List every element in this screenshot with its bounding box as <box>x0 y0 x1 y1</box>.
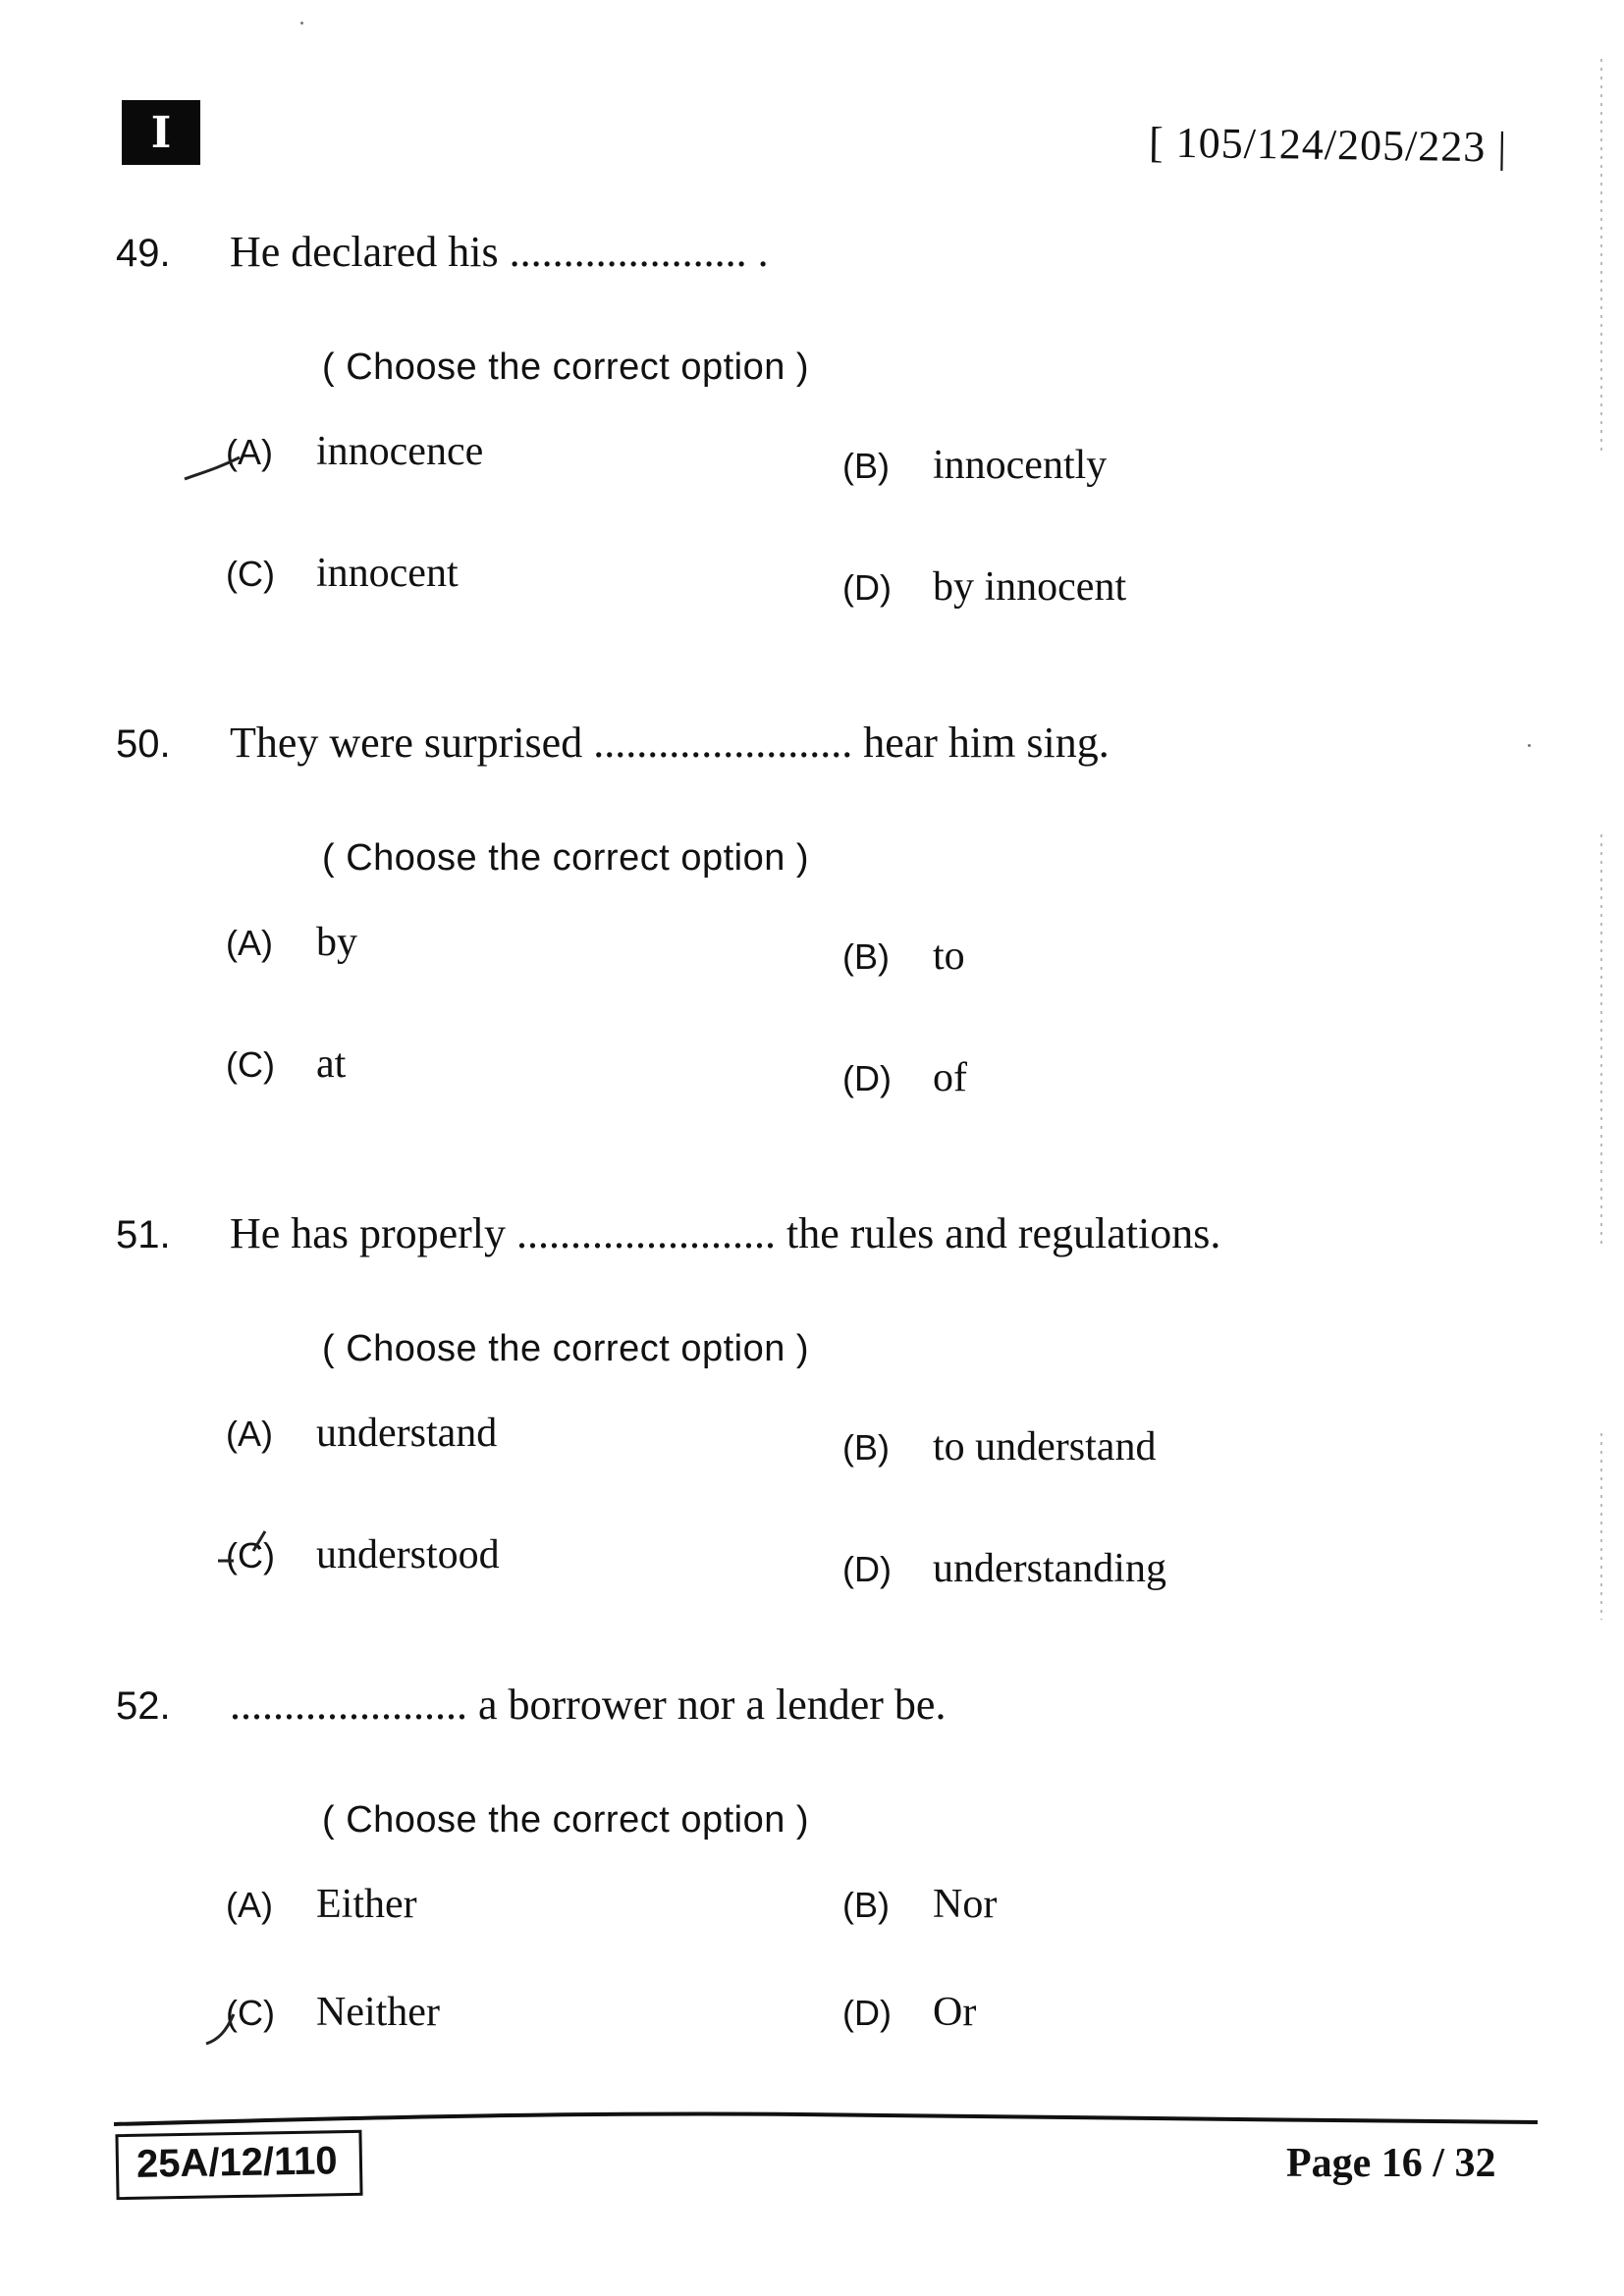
option-text: understanding <box>933 1546 1166 1591</box>
option-label: (B) <box>842 1427 890 1468</box>
option-label: (A) <box>226 923 273 963</box>
option-text: at <box>316 1041 347 1087</box>
option-text: by innocent <box>933 564 1127 610</box>
option-text: to understand <box>933 1424 1157 1469</box>
question-text: He has properly ........................ the rules and regulations. <box>230 1209 1221 1257</box>
option-text: Nor <box>933 1882 998 1927</box>
question-number: 49. <box>116 232 171 275</box>
option-text: to <box>933 934 965 979</box>
question-instruction: ( Choose the correct option ) <box>322 347 810 388</box>
paper-codes: [ 105/124/205/223 | <box>1148 118 1508 172</box>
option-c[interactable] <box>226 1989 842 2036</box>
option-text: innocently <box>933 443 1108 488</box>
option-d[interactable] <box>842 1531 1432 1592</box>
option-a[interactable] <box>226 1881 842 1928</box>
booklet-code-box <box>115 2130 362 2200</box>
option-d[interactable] <box>842 550 1432 611</box>
option-d[interactable] <box>842 1989 1432 2036</box>
option-c[interactable] <box>226 550 842 611</box>
option-label: (C) <box>226 1993 275 2033</box>
question-stem <box>116 228 1392 278</box>
option-label: (A) <box>226 1885 273 1925</box>
question-text: They were surprised ........................ hear him sing. <box>230 719 1110 767</box>
option-text: Or <box>933 1990 977 2035</box>
question-52 <box>116 1681 1392 2036</box>
question-number: 52. <box>116 1684 171 1728</box>
option-text: Neither <box>316 1990 440 2035</box>
option-a[interactable] <box>226 1410 842 1470</box>
option-c[interactable] <box>226 1041 842 1101</box>
question-number: 51. <box>116 1213 171 1256</box>
question-text: He declared his ...................... . <box>230 228 769 276</box>
options-grid <box>226 919 1392 1101</box>
question-stem <box>116 719 1392 769</box>
page-number: Page 16 / 32 <box>1286 2141 1496 2186</box>
option-text: of <box>933 1055 967 1100</box>
question-51 <box>116 1209 1392 1592</box>
scan-edge-noise <box>1600 1433 1602 1620</box>
option-label: (A) <box>226 432 273 472</box>
option-label: (B) <box>842 446 890 486</box>
scan-speck <box>1528 744 1531 747</box>
scan-edge-noise <box>1600 834 1602 1247</box>
question-50 <box>116 719 1392 1101</box>
option-label: (D) <box>842 1993 892 2033</box>
option-text: innocence <box>316 429 484 474</box>
option-b[interactable] <box>842 428 1432 489</box>
option-label: (A) <box>226 1414 273 1454</box>
question-number: 50. <box>116 722 171 766</box>
options-grid <box>226 1410 1392 1592</box>
option-label: (C) <box>226 554 275 594</box>
question-text: ...................... a borrower nor a lender be. <box>230 1681 947 1729</box>
question-stem <box>116 1681 1392 1731</box>
option-c[interactable] <box>226 1531 842 1592</box>
option-d[interactable] <box>842 1041 1432 1101</box>
scan-edge-noise <box>1600 59 1602 452</box>
option-label: (B) <box>842 936 890 977</box>
set-code-badge <box>122 100 200 165</box>
option-label: (C) <box>226 1535 275 1575</box>
question-instruction: ( Choose the correct option ) <box>322 837 810 879</box>
option-text: understand <box>316 1411 498 1456</box>
footer-divider <box>114 2110 1538 2130</box>
question-instruction: ( Choose the correct option ) <box>322 1799 810 1841</box>
question-stem <box>116 1209 1392 1259</box>
option-text: innocent <box>316 551 459 596</box>
option-text: understood <box>316 1532 500 1577</box>
option-label: (D) <box>842 1058 892 1098</box>
options-grid <box>226 428 1392 611</box>
scan-speck <box>300 22 303 25</box>
question-instruction: ( Choose the correct option ) <box>322 1328 810 1369</box>
option-text: by <box>316 920 357 965</box>
option-label: (B) <box>842 1885 890 1925</box>
option-b[interactable] <box>842 1881 1432 1928</box>
booklet-code: 25A/12/110 <box>135 2139 338 2186</box>
option-label: (C) <box>226 1044 275 1085</box>
option-label: (D) <box>842 1549 892 1589</box>
option-label: (D) <box>842 567 892 608</box>
question-49 <box>116 228 1392 611</box>
set-code: I <box>150 107 172 158</box>
options-grid <box>226 1881 1392 2036</box>
option-b[interactable] <box>842 919 1432 980</box>
option-b[interactable] <box>842 1410 1432 1470</box>
option-a[interactable] <box>226 919 842 980</box>
option-text: Either <box>316 1882 417 1927</box>
option-a[interactable] <box>226 428 842 489</box>
